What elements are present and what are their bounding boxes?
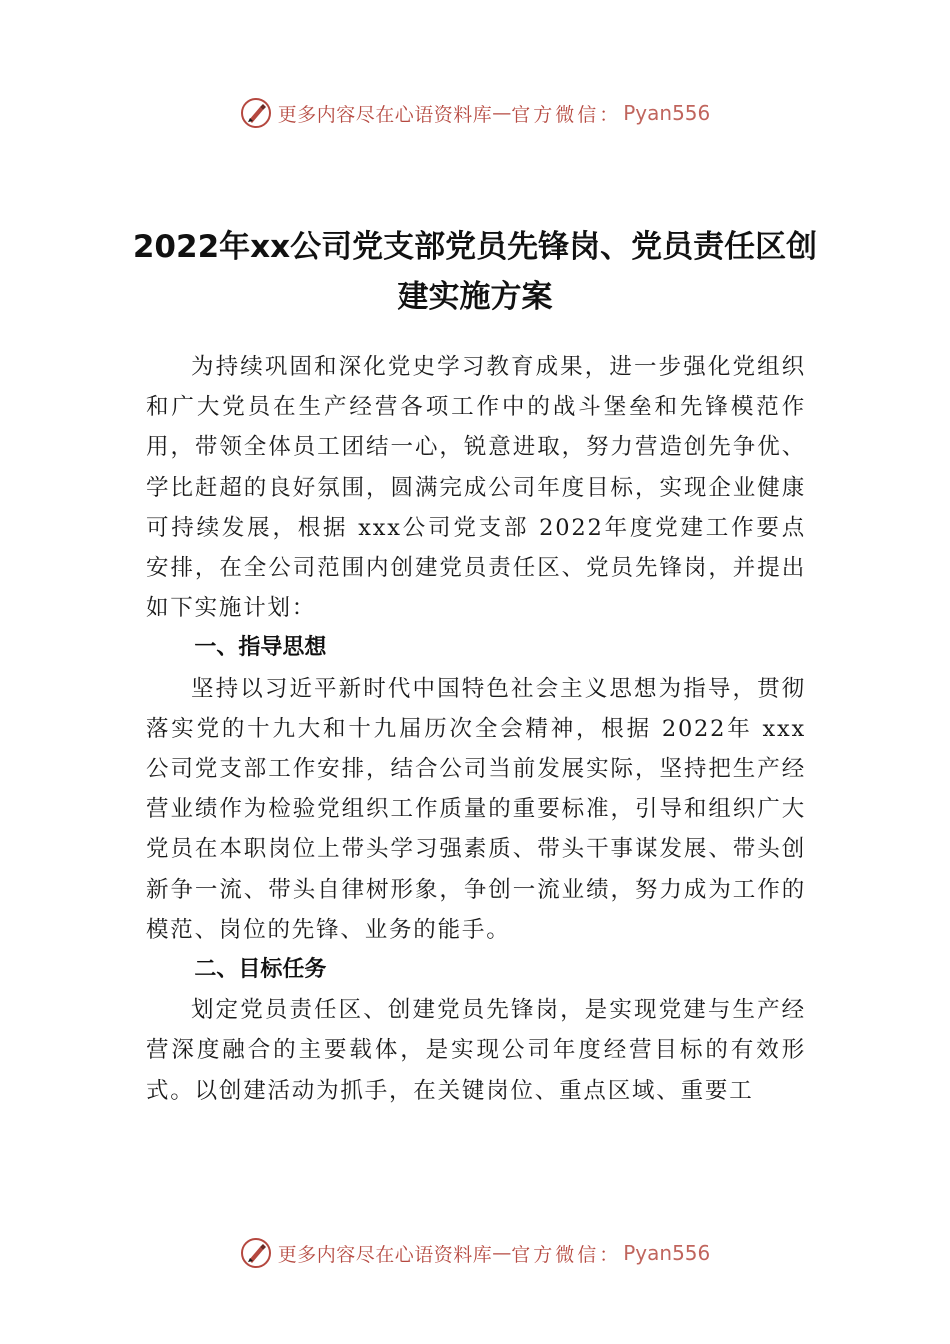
section-paragraph-guiding-thought: 坚持以习近平新时代中国特色社会主义思想为指导，贯彻落实党的十九大和十九届历次全会精神，根据 2022年 xxx公司党支部工作安排，结合公司当前发展实际，坚持把生产经营业绩作为检验党组织工作质量的重要标准，引导和组织广大党员在本职岗位上带头学习强素质、带头干事谋发展、带头创新争一流、带头自律树形象，争创一流业绩，努力成为工作的模范、岗位的先锋、业务的能手。 (146, 675, 806, 943)
watermark-wechat-id: Pyan556 (623, 1241, 711, 1265)
intro-paragraph: 为持续巩固和深化党史学习教育成果，进一步强化党组织和广大党员在生产经营各项工作中的战斗堡垒和先锋模范作用，带领全体员工团结一心，锐意进取，努力营造创先争优、学比赶超的良好氛围，圆满完成公司年度目标，实现企业健康可持续发展，根据 xxx公司党支部 2022年度党建工作要点安排，在全公司范围内创建党员责任区、党员先锋岗，并提出如下实施计划： (146, 354, 806, 622)
header-watermark (0, 93, 950, 133)
pen-logo-icon (240, 97, 272, 129)
section-heading-goals-tasks: 二、目标任务 (194, 957, 327, 983)
section-paragraph-goals-tasks: 划定党员责任区、创建党员先锋岗，是实现党建与生产经营深度融合的主要载体，是实现公司年度经营目标的有效形式。以创建活动为抓手，在关键岗位、重点区域、重要工 (146, 997, 806, 1104)
watermark-text: 更多内容尽在心语资料库 (277, 103, 493, 126)
watermark-official-label: 官方微信： (511, 103, 622, 126)
watermark-wechat-id: Pyan556 (623, 101, 711, 125)
document-body (146, 347, 806, 1111)
watermark-official-label: 官方微信： (511, 1243, 622, 1266)
watermark-text: 更多内容尽在心语资料库 (277, 1243, 493, 1266)
watermark-dash: — (492, 1242, 512, 1264)
footer-watermark (0, 1233, 950, 1273)
section-heading-guiding-thought: 一、指导思想 (194, 635, 327, 661)
pen-logo-icon (240, 1237, 272, 1269)
document-title: 2022年xx公司党支部党员先锋岗、党员责任区创建实施方案 (132, 229, 818, 315)
watermark-dash: — (492, 102, 512, 124)
